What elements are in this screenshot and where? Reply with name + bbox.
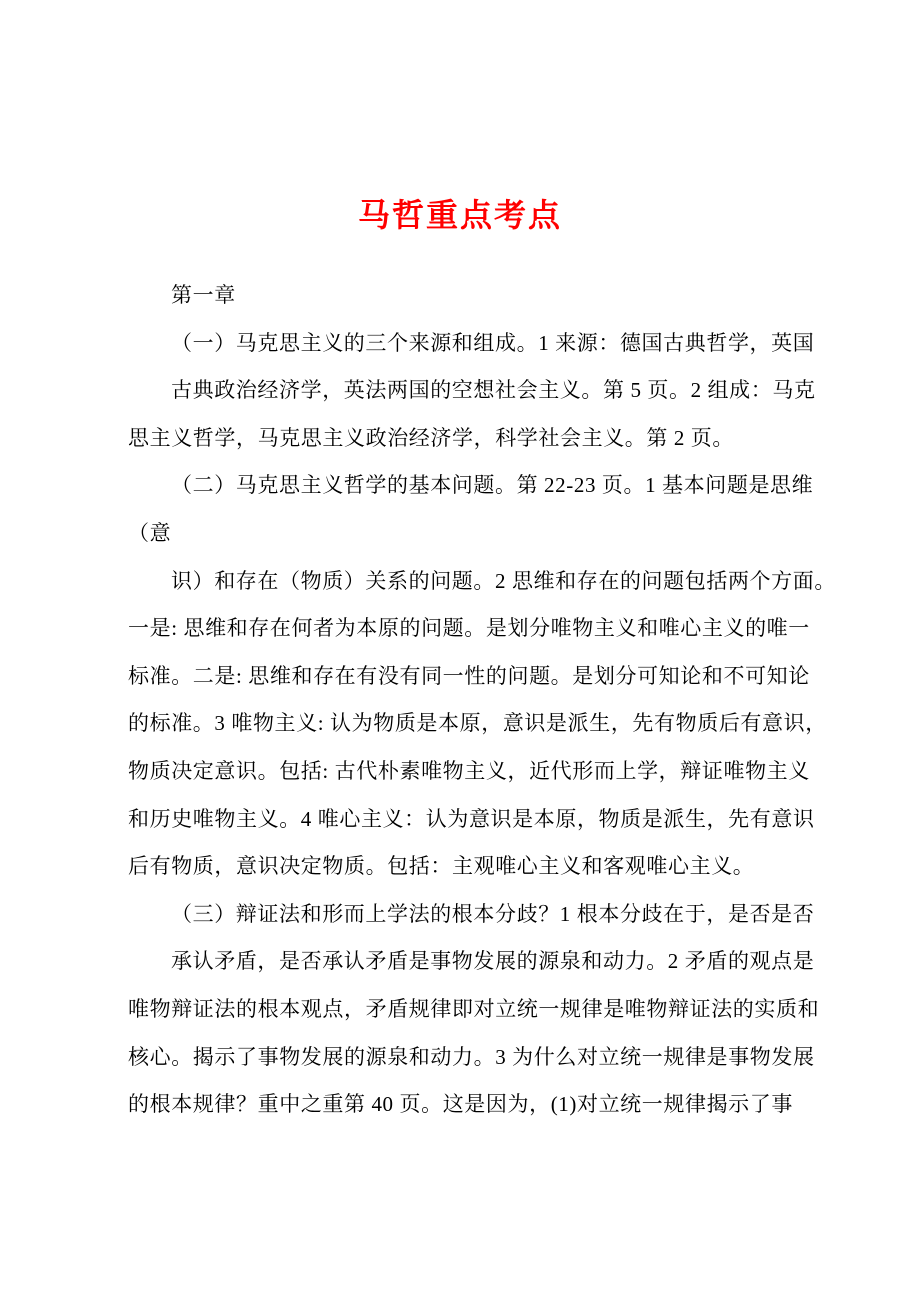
document-title: 马哲重点考点 — [357, 197, 562, 233]
text-line: 和历史唯物主义。4 唯心主义：认为意识是本原，物质是派生，先有意识 — [128, 806, 815, 831]
text-line: 的标准。3 唯物主义: 认为物质是本原，意识是派生，先有物质后有意识， — [128, 711, 827, 736]
text-line: 标准。二是: 思维和存在有没有同一性的问题。是划分可知论和不可知论 — [128, 663, 810, 688]
text-line: 古典政治经济学，英法两国的空想社会主义。第 5 页。2 组成：马克 — [171, 378, 816, 403]
text-line: 识）和存在（物质）关系的问题。2 思维和存在的问题包括两个方面。 — [171, 568, 836, 593]
text-line: 唯物辩证法的根本观点，矛盾规律即对立统一规律是唯物辩证法的实质和 — [128, 996, 820, 1021]
text-line: 思主义哲学，马克思主义政治经济学，科学社会主义。第 2 页。 — [128, 425, 734, 450]
text-line: 承认矛盾，是否承认矛盾是事物发展的源泉和动力。2 矛盾的观点是 — [171, 949, 815, 974]
text-line: （三）辩证法和形而上学法的根本分歧？1 根本分歧在于，是否是否 — [171, 901, 815, 926]
text-line: 后有物质，意识决定物质。包括：主观唯心主义和客观唯心主义。 — [128, 854, 755, 879]
text-line: 物质决定意识。包括: 古代朴素唯物主义，近代形而上学，辩证唯物主义 — [128, 758, 810, 783]
text-line: 的根本规律？重中之重第 40 页。这是因为，(1)对立统一规律揭示了事 — [128, 1092, 793, 1117]
text-line: 第一章 — [171, 283, 236, 307]
text-line: 核心。揭示了事物发展的源泉和动力。3 为什么对立统一规律是事物发展 — [128, 1044, 815, 1069]
text-line: （意 — [128, 520, 172, 545]
text-line: （一）马克思主义的三个来源和组成。1 来源：德国古典哲学，英国 — [171, 330, 815, 355]
text-line: （二）马克思主义哲学的基本问题。第 22-23 页。1 基本问题是思维 — [171, 473, 814, 498]
document-body — [128, 272, 836, 1129]
text-line: 一是: 思维和存在何者为本原的问题。是划分唯物主义和唯心主义的唯一 — [128, 616, 810, 641]
